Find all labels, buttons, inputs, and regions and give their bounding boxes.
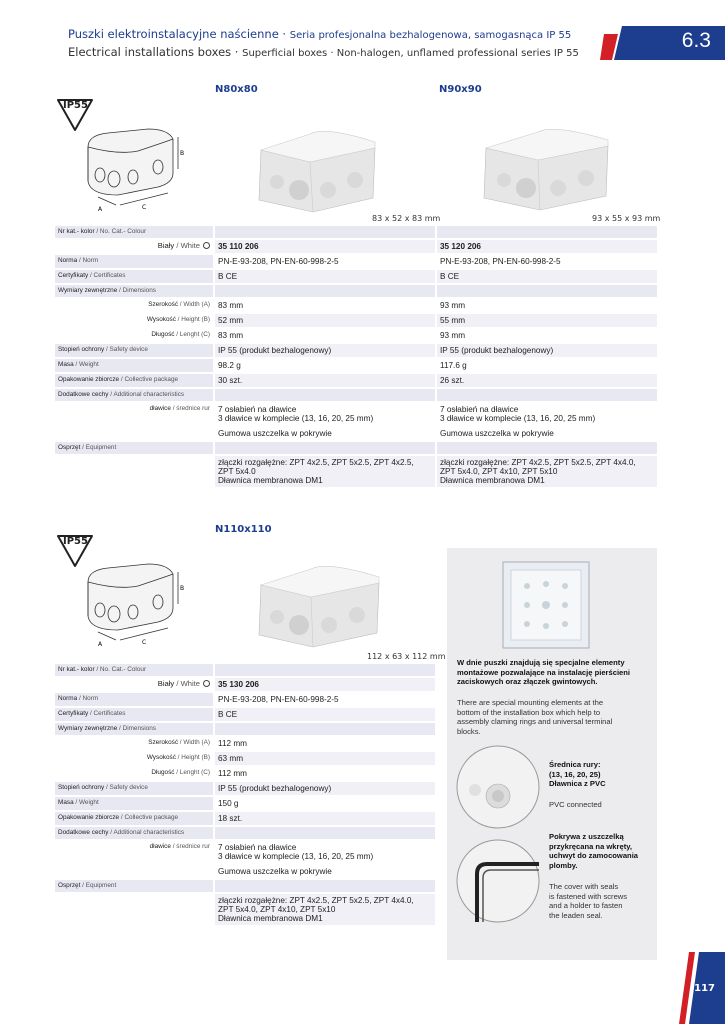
row-additional: Dodatkowe cechy / Additional characteristics	[55, 389, 657, 401]
cover-text-en: The cover with seals is fastened with screws and a holder to fasten the leaden seal.	[549, 882, 628, 920]
page-number-tab	[665, 952, 725, 1024]
dim-c-label: C	[142, 639, 147, 646]
box-interior-photo	[497, 556, 595, 654]
colour-radio-icon	[203, 680, 210, 687]
cert-marks: B CE	[213, 270, 435, 283]
row-glands: dławice / średnice rur 7 osłabień na dławice 3 dławice w komplecie (13, 16, 20, 25 mm) Gumowa uszczelka w pokrywie 7 osłabień na dławice 3 dławice w komplecie (13, 16, 20, 25 mm) Gumowa uszczelka w pokrywie	[55, 403, 657, 440]
row-height: Wysokość / Height (B) 63 mm	[55, 752, 435, 765]
dim-a-label: A	[98, 206, 103, 213]
row-cert: Certyfikaty / Certificates B CE B CE	[55, 270, 657, 283]
row-width: Szerokość / Width (A) 112 mm	[55, 737, 435, 750]
row-norm: Norma / Norm PN-E-93-208, PN-EN-60-998-2-5	[55, 693, 435, 706]
dim-a-label: A	[98, 641, 103, 648]
spec-table-bottom	[55, 662, 435, 927]
product-photo-n90	[480, 118, 612, 213]
row-norm: Norma / Norm PN-E-93-208, PN-EN-60-998-2-5 PN-E-93-208, PN-EN-60-998-2-5	[55, 255, 657, 268]
dim-c-label: C	[142, 204, 147, 211]
dims-n80: 83 x 52 x 83 mm	[372, 214, 441, 223]
row-height: Wysokość / Height (B) 52 mm 55 mm	[55, 314, 657, 327]
dims-n110: 112 x 63 x 112 mm	[367, 652, 446, 661]
row-equipment-values: złączki rozgałężne: ZPT 4x2.5, ZPT 5x2.5, ZPT 4x4.0, ZPT 5x4.0, ZPT 4x10, ZPT 5x10 Dławnica membranowa DM1	[55, 894, 435, 925]
row-dim: Wymiary zewnętrzne / Dimensions	[55, 723, 435, 735]
row-length: Długość / Lenght (C) 112 mm	[55, 767, 435, 780]
row-equipment: Osprzęt / Equipment	[55, 880, 435, 892]
ip55-label: IP55	[63, 100, 88, 111]
dim-b-label: B	[180, 150, 185, 157]
product-photo-n80	[255, 120, 380, 215]
row-mass: Masa / Weight 150 g	[55, 797, 435, 810]
section-number: 6.3	[681, 29, 711, 52]
row-colour: Biały / White 35 130 206	[55, 678, 435, 691]
row-dim: Wymiary zewnętrzne / Dimensions	[55, 285, 657, 297]
diameter-text-pl: Średnica rury: (13, 16, 20, 25) Dławnica z PVC	[549, 760, 606, 788]
row-package: Opakowanie zbiorcze / Collective package 30 szt. 26 szt.	[55, 374, 657, 387]
cover-text-pl: Pokrywa z uszczelką przykręcana na wkręty, uchwyt do zamocowania plomby.	[549, 832, 639, 870]
dimension-drawing-top	[78, 125, 190, 213]
section-tab	[600, 26, 725, 60]
row-glands: dławice / średnice rur 7 osłabień na dławice 3 dławice w komplecie (13, 16, 20, 25 mm) Gumowa uszczelka w pokrywie	[55, 841, 435, 878]
row-additional: Dodatkowe cechy / Additional characteristics	[55, 827, 435, 839]
row-equipment-values: złączki rozgałężne: ZPT 4x2.5, ZPT 5x2.5, ZPT 4x2.5, ZPT 5x4.0 Dławnica membranowa DM1 złączki rozgałężne: ZPT 4x2.5, ZPT 5x2.5, ZPT 4x4.0, ZPT 5x4.0, ZPT 4x10, ZPT 5x10 Dławnica membranowa DM1	[55, 456, 657, 487]
colour-radio-icon	[203, 242, 210, 249]
cover-detail-photo	[455, 838, 541, 924]
cert-marks: B CE	[435, 270, 657, 283]
product-title-n80: N80x80	[215, 84, 258, 95]
dim-b-label: B	[180, 585, 185, 592]
diameter-text-en: PVC connected	[549, 800, 602, 809]
row-mass: Masa / Weight 98.2 g 117.6 g	[55, 359, 657, 372]
row-package: Opakowanie zbiorcze / Collective package 18 szt.	[55, 812, 435, 825]
product-title-n90: N90x90	[439, 84, 482, 95]
row-cat: Nr kat.- kolor / No. Cat.- Colour	[55, 664, 435, 676]
mounting-text-pl: W dnie puszki znajdują się specjalne elementy montażowe pozwalające na instalację pierścieni zaciskowych oraz złączek gwintowych.	[457, 658, 631, 686]
row-cert: Certyfikaty / Certificates B CE	[55, 708, 435, 721]
dims-n90: 93 x 55 x 93 mm	[592, 214, 661, 223]
row-length: Długość / Lenght (C) 83 mm 93 mm	[55, 329, 657, 342]
gland-detail-photo	[455, 744, 541, 830]
row-cat: Nr kat.- kolor / No. Cat.- Colour	[55, 226, 657, 238]
row-width: Szerokość / Width (A) 83 mm 93 mm	[55, 299, 657, 312]
header-title-en: Electrical installations boxes · Superficial boxes · Non-halogen, unflamed professional series IP 55	[68, 45, 579, 59]
spec-table-top	[55, 224, 657, 489]
row-protection: Stopień ochrony / Safety device IP 55 (produkt bezhalogenowy)	[55, 782, 435, 795]
row-colour: Biały / White 35 110 206 35 120 206	[55, 240, 657, 253]
header-title-pl: Puszki elektroinstalacyjne naścienne · Seria profesjonalna bezhalogenowa, samogasnąca IP 55	[68, 27, 572, 41]
product-photo-n110	[255, 555, 383, 650]
feature-panel	[447, 548, 657, 960]
product-title-n110: N110x110	[215, 524, 272, 535]
row-equipment: Osprzęt / Equipment	[55, 442, 657, 454]
row-protection: Stopień ochrony / Safety device IP 55 (produkt bezhalogenowy) IP 55 (produkt bezhalogenowy)	[55, 344, 657, 357]
mounting-text-en: There are special mounting elements at the bottom of the installation box which help to assembly claming rings and universal terminal blocks.	[457, 698, 613, 736]
ip55-label: IP55	[63, 536, 88, 547]
page-number: 117	[694, 983, 715, 994]
dimension-drawing-bottom	[78, 560, 190, 648]
cert-marks: B CE	[213, 708, 435, 721]
